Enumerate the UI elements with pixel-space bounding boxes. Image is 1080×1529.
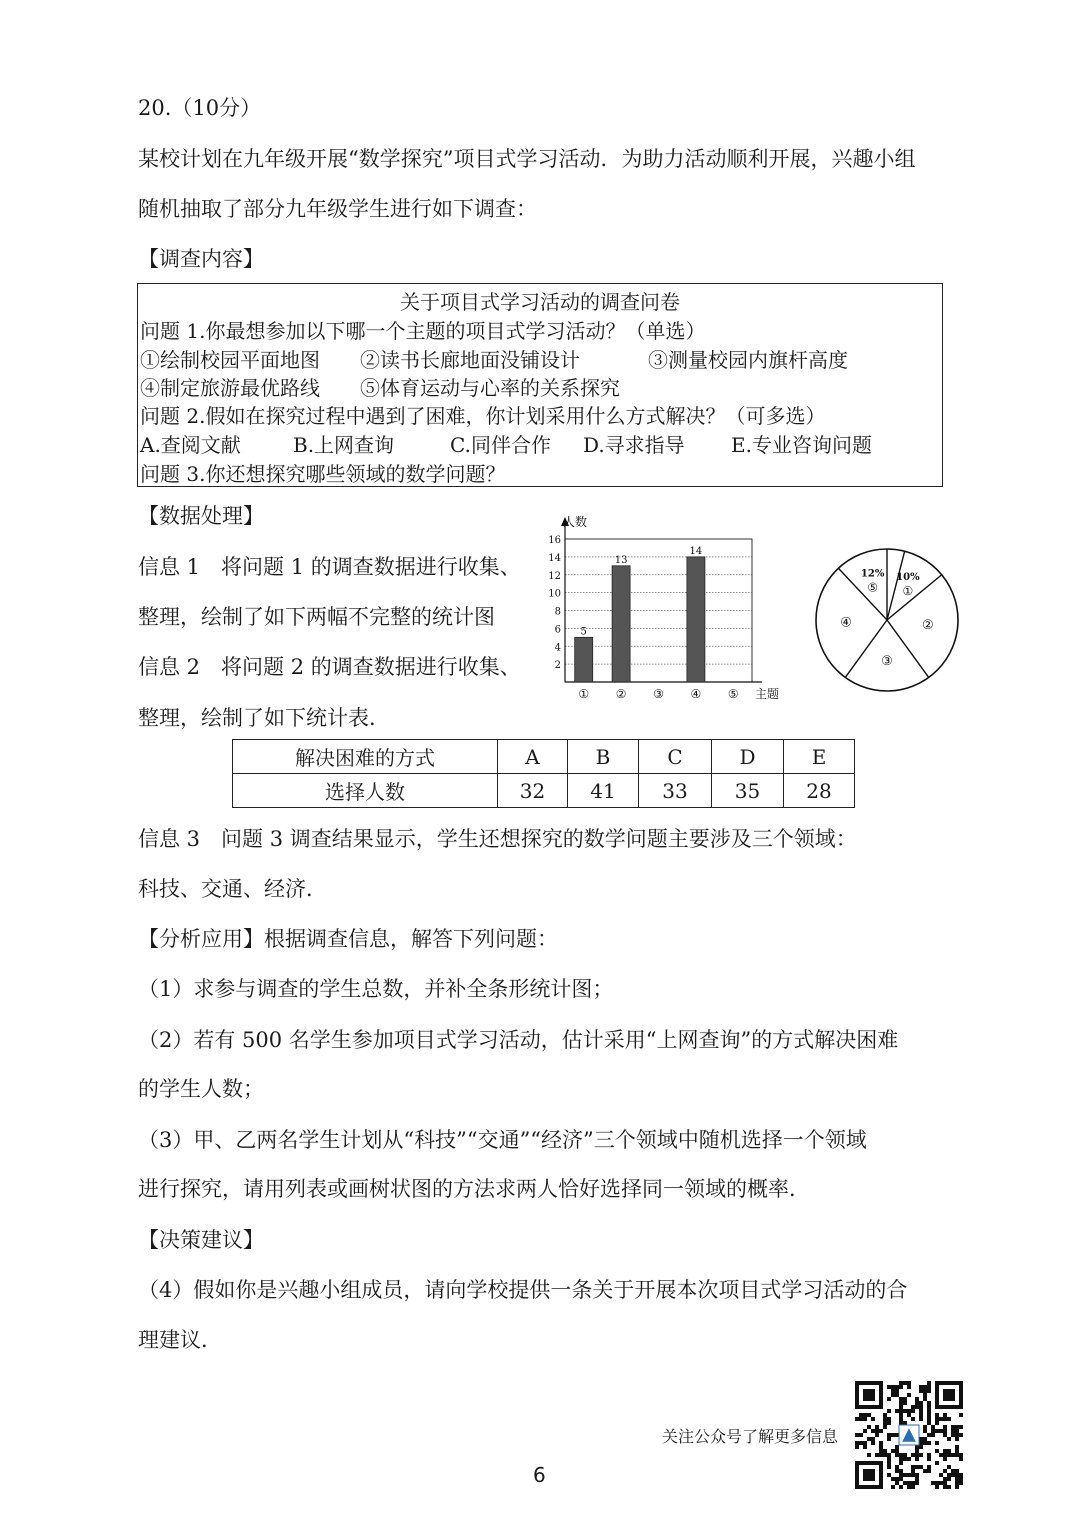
bar-ytick-label: 12 bbox=[548, 570, 561, 582]
question-intro-line1: 某校计划在九年级开展“数学探究”项目式学习活动．为助力活动顺利开展，兴趣小组 bbox=[138, 147, 916, 171]
info3-line2: 科技、交通、经济． bbox=[138, 877, 327, 901]
part3-line1: （3）甲、乙两名学生计划从“科技”“交通”“经济”三个领域中随机选择一个领域 bbox=[138, 1128, 867, 1152]
bar-data-label: 14 bbox=[689, 545, 703, 557]
bar-ytick-label: 10 bbox=[548, 588, 561, 600]
bar-xtick-label: ③ bbox=[653, 687, 664, 701]
pie-chart bbox=[808, 540, 968, 700]
q2-option-e: E.专业咨询问题 bbox=[731, 433, 872, 457]
part3-line2: 进行探究，请用列表或画树状图的方法求两人恰好选择同一领域的概率． bbox=[138, 1177, 810, 1201]
bar-ytick-label: 6 bbox=[554, 624, 561, 636]
info2-line1: 信息 2 将问题 2 的调查数据进行收集、 bbox=[138, 655, 521, 679]
bar-mark bbox=[575, 637, 593, 682]
part2-line2: 的学生人数； bbox=[138, 1077, 264, 1101]
q2-option-d: D.寻求指导 bbox=[583, 433, 685, 457]
q1-option-5: ⑤体育运动与心率的关系探究 bbox=[360, 376, 620, 400]
bar-xtick-label: ④ bbox=[690, 687, 702, 701]
table-col-a: A bbox=[498, 740, 568, 774]
bar-xtick-label: ① bbox=[578, 687, 590, 701]
table-count-e: 28 bbox=[784, 774, 855, 808]
bar-ytick-label: 8 bbox=[554, 606, 561, 618]
q2-option-a: A.查阅文献 bbox=[140, 433, 241, 457]
decision-heading: 【决策建议】 bbox=[138, 1228, 264, 1252]
table-count-a: 32 bbox=[498, 774, 568, 808]
survey-box bbox=[137, 283, 943, 487]
q2-option-b: B.上网查询 bbox=[293, 433, 395, 457]
survey-q3: 问题 3.你还想探究哪些领域的数学问题？ bbox=[140, 462, 506, 486]
pie-slice-label: ② bbox=[922, 618, 934, 634]
processing-heading: 【数据处理】 bbox=[138, 504, 264, 528]
qr-code-icon bbox=[855, 1381, 963, 1489]
table-header-count: 选择人数 bbox=[233, 774, 498, 808]
survey-q1: 问题 1.你最想参加以下哪一个主题的项目式学习活动？（单选） bbox=[140, 319, 706, 343]
table-count-c: 33 bbox=[639, 774, 712, 808]
table-row bbox=[233, 774, 855, 808]
pie-slice-label: ① bbox=[902, 584, 914, 599]
part4-line2: 理建议． bbox=[138, 1328, 222, 1352]
survey-heading: 【调查内容】 bbox=[138, 247, 264, 271]
pie-slice-label: ④ bbox=[840, 615, 852, 631]
pie-percent-label: 10% bbox=[896, 572, 920, 584]
bar-ylabel: 人数 bbox=[563, 515, 588, 529]
pie-slice-label: ⑤ bbox=[867, 580, 879, 595]
bar-ytick-label: 16 bbox=[548, 535, 561, 546]
analysis-heading: 【分析应用】根据调查信息，解答下列问题： bbox=[138, 927, 558, 951]
table-count-d: 35 bbox=[712, 774, 784, 808]
bar-ytick-label: 14 bbox=[548, 552, 561, 564]
table-col-d: D bbox=[712, 740, 784, 774]
part4-line1: （4）假如你是兴趣小组成员，请向学校提供一条关于开展本次项目式学习活动的合 bbox=[138, 1278, 908, 1302]
bar-ytick-label: 2 bbox=[554, 660, 561, 672]
q1-option-3: ③测量校园内旗杆高度 bbox=[648, 348, 848, 372]
table-col-e: E bbox=[784, 740, 855, 774]
bar-mark bbox=[612, 566, 630, 682]
info1-line2: 整理，绘制了如下两幅不完整的统计图 bbox=[138, 605, 495, 629]
bar-mark bbox=[687, 557, 705, 682]
survey-q2: 问题 2.假如在探究过程中遇到了困难，你计划采用什么方式解决？（可多选） bbox=[140, 404, 826, 428]
table-row bbox=[233, 740, 855, 774]
info1-line1: 信息 1 将问题 1 的调查数据进行收集、 bbox=[138, 555, 521, 579]
bar-xtick-label: ② bbox=[615, 687, 627, 701]
q2-option-c: C.同伴合作 bbox=[450, 433, 551, 457]
result-table bbox=[232, 739, 855, 808]
info2-line2: 整理，绘制了如下统计表． bbox=[138, 706, 390, 730]
bar-xlabel: 主题 bbox=[755, 687, 780, 701]
q1-option-1: ①绘制校园平面地图 bbox=[140, 348, 320, 372]
bar-ytick-label: 4 bbox=[554, 642, 561, 654]
bar-chart bbox=[520, 512, 790, 707]
bar-xtick-label: ⑤ bbox=[727, 687, 739, 701]
page-number: 6 bbox=[533, 1463, 546, 1487]
info3-line1: 信息 3 问题 3 调查结果显示，学生还想探究的数学问题主要涉及三个领域： bbox=[138, 827, 857, 851]
table-col-b: B bbox=[568, 740, 639, 774]
part1: （1）求参与调查的学生总数，并补全条形统计图； bbox=[138, 977, 614, 1001]
table-col-c: C bbox=[639, 740, 712, 774]
q1-option-4: ④制定旅游最优路线 bbox=[140, 376, 320, 400]
qr-caption: 关注公众号了解更多信息 bbox=[662, 1427, 839, 1446]
pie-slice-label: ③ bbox=[881, 654, 893, 670]
question-intro-line2: 随机抽取了部分九年级学生进行如下调查： bbox=[138, 197, 537, 221]
q1-option-2: ②读书长廊地面没铺设计 bbox=[360, 348, 580, 372]
question-number: 20.（10分） bbox=[138, 96, 262, 120]
table-count-b: 41 bbox=[568, 774, 639, 808]
survey-title: 关于项目式学习活动的调查问卷 bbox=[400, 290, 680, 314]
bar-data-label: 5 bbox=[580, 626, 587, 638]
part2-line1: （2）若有 500 名学生参加项目式学习活动，估计采用“上网查询”的方式解决困难 bbox=[138, 1028, 899, 1052]
bar-data-label: 13 bbox=[614, 554, 628, 566]
table-header-method: 解决困难的方式 bbox=[233, 740, 498, 774]
pie-percent-label: 12% bbox=[860, 568, 885, 580]
